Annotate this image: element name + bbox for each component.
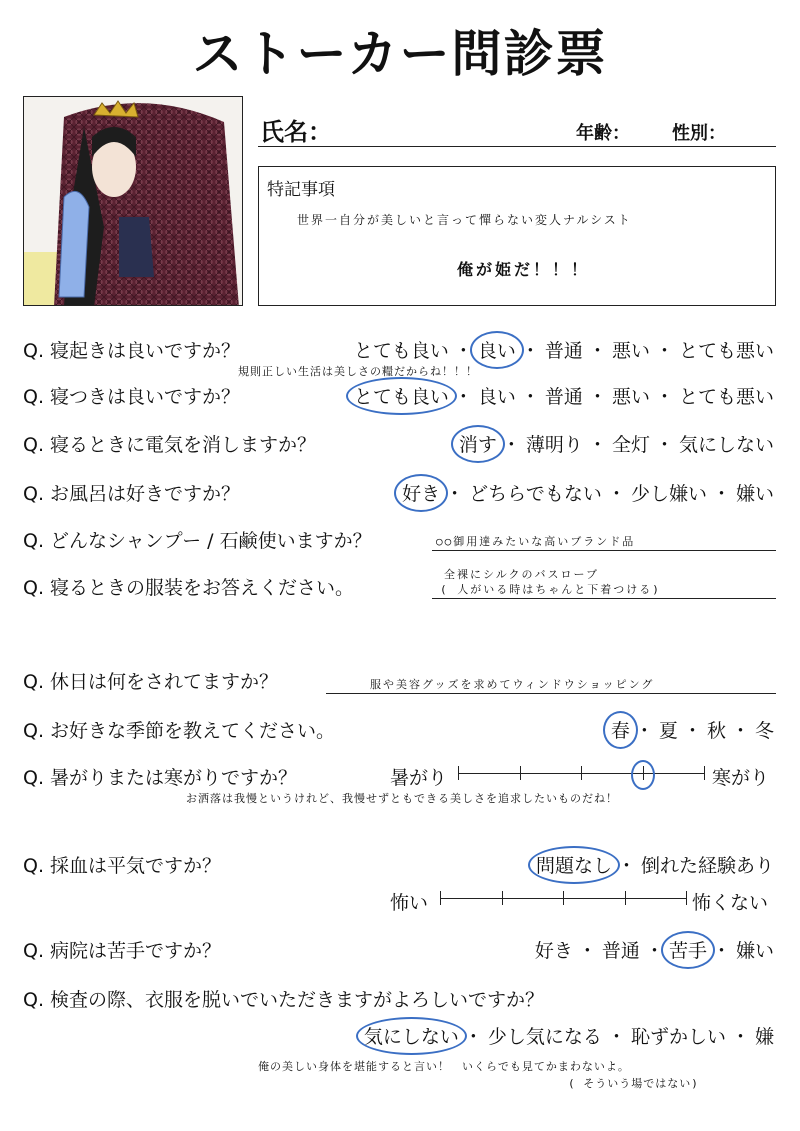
option-lights-1[interactable]: 消す [457, 430, 499, 457]
option-undress-3[interactable]: 恥ずかしい [630, 1026, 726, 1048]
option-wakeup-4[interactable]: 悪い [611, 340, 650, 362]
options-undress: 気にしない ・ 少し気になる ・ 恥ずかしい ・ 嫌 [362, 1022, 776, 1049]
scale-fear[interactable] [440, 889, 686, 907]
option-undress-2[interactable]: 少し気になる [487, 1026, 602, 1048]
option-bath-2[interactable]: どちらでもない [469, 483, 602, 505]
scale-heat-left-label: 暑がり [390, 767, 448, 789]
question-lights: Q. 寝るときに電気を消しますか？ [23, 434, 317, 456]
scale-heat-right-label: 寒がり [712, 767, 770, 789]
answer-sleepwear-1[interactable]: 全裸にシルクのバスローブ [444, 568, 599, 581]
name-underline [258, 146, 776, 147]
special-notes-line1: 世界一自分が美しいと言って憚らない変人ナルシスト [297, 213, 632, 227]
special-notes-title: 特記事項 [267, 180, 335, 200]
option-season-2[interactable]: 夏 [658, 720, 678, 742]
option-sleep-onset-3[interactable]: 普通 [544, 386, 583, 408]
scale-heat-cold[interactable] [458, 764, 704, 782]
question-wakeup: Q. 寝起きは良いですか？ [23, 340, 241, 362]
option-sleep-onset-4[interactable]: 悪い [611, 386, 650, 408]
options-hospital: 好き ・ 普通 ・ 苦手 ・ 嫌い [533, 936, 776, 963]
note-wakeup: 規則正しい生活は美しさの糧だからね！！！ [238, 365, 478, 378]
option-season-1[interactable]: 春 [609, 716, 632, 743]
option-hospital-4[interactable]: 嫌い [735, 940, 774, 962]
option-sleep-onset-5[interactable]: とても悪い [678, 386, 774, 408]
option-hospital-1[interactable]: 好き [534, 940, 573, 962]
option-bath-3[interactable]: 少し嫌い [630, 483, 707, 505]
option-sleep-onset-2[interactable]: 良い [477, 386, 516, 408]
option-undress-1[interactable]: 気にしない [362, 1022, 461, 1049]
question-shampoo: Q. どんなシャンプー / 石鹸使いますか？ [23, 530, 372, 552]
question-heat-cold: Q. 暑がりまたは寒がりですか？ [23, 767, 298, 789]
character-portrait [23, 96, 243, 306]
options-season: 春 ・ 夏 ・ 秋 ・ 冬 [609, 716, 776, 743]
option-blood-draw-2[interactable]: 倒れた経験あり [640, 855, 774, 877]
option-sleep-onset-1[interactable]: とても良い [352, 382, 451, 409]
scale-fear-left-label: 怖い [390, 892, 429, 914]
option-lights-4[interactable]: 気にしない [678, 434, 774, 456]
option-hospital-2[interactable]: 普通 [601, 940, 640, 962]
option-hospital-3[interactable]: 苦手 [667, 936, 709, 963]
option-lights-3[interactable]: 全灯 [611, 434, 650, 456]
page-title: ストーカー問診票 [192, 25, 608, 83]
question-undress: Q. 検査の際、衣服を脱いでいただきますがよろしいですか？ [23, 989, 545, 1011]
option-wakeup-5[interactable]: とても悪い [678, 340, 774, 362]
question-blood-draw: Q. 採血は平気ですか？ [23, 855, 222, 877]
option-wakeup-2[interactable]: 良い [476, 336, 518, 363]
options-wakeup: とても良い ・ 良い ・ 普通 ・ 悪い ・ とても悪い [352, 336, 776, 363]
question-sleep-onset: Q. 寝つきは良いですか？ [23, 386, 241, 408]
question-hospital: Q. 病院は苦手ですか？ [23, 940, 222, 962]
scale-fear-right-label: 怖くない [692, 892, 769, 914]
note-heat-cold: お洒落は我慢というけれど、我慢せずともできる美しさを追求したいものだね！ [186, 792, 618, 805]
option-lights-2[interactable]: 薄明り [525, 434, 583, 456]
answer-line-holiday [326, 693, 776, 694]
scale-heat-cold-mark[interactable] [631, 760, 655, 790]
option-bath-1[interactable]: 好き [400, 479, 442, 506]
question-sleepwear: Q. 寝るときの服装をお答えください。 [23, 577, 355, 599]
special-notes-line2: 俺が姫だ！！！ [457, 260, 591, 279]
options-blood-draw: 問題なし ・ 倒れた経験あり [534, 851, 776, 878]
options-bath: 好き ・ どちらでもない ・ 少し嫌い ・ 嫌い [400, 479, 776, 506]
special-notes-box [258, 166, 776, 306]
gender-label: 性別： [672, 123, 726, 144]
name-label: 氏名： [260, 118, 332, 146]
option-bath-4[interactable]: 嫌い [735, 483, 774, 505]
question-season: Q. お好きな季節を教えてください。 [23, 720, 336, 742]
option-wakeup-3[interactable]: 普通 [544, 340, 583, 362]
option-blood-draw-1[interactable]: 問題なし [534, 851, 614, 878]
answer-line-sleepwear [432, 598, 776, 599]
question-bath: Q. お風呂は好きですか？ [23, 483, 241, 505]
note-undress-1: 俺の美しい身体を堪能すると言い！ いくらでも見てかまわないよ。 [258, 1060, 630, 1073]
age-label: 年齢： [576, 123, 630, 144]
answer-line-shampoo [432, 550, 776, 551]
options-lights: 消す ・ 薄明り ・ 全灯 ・ 気にしない [457, 430, 776, 457]
option-season-3[interactable]: 秋 [706, 720, 726, 742]
options-sleep-onset: とても良い ・ 良い ・ 普通 ・ 悪い ・ とても悪い [352, 382, 776, 409]
answer-holiday[interactable]: 服や美容グッズを求めてウィンドウショッピング [370, 678, 655, 691]
answer-shampoo[interactable]: ○○御用達みたいな高いブランド品 [436, 535, 636, 548]
note-undress-2: ( そういう場ではない) [568, 1077, 699, 1090]
answer-sleepwear-2[interactable]: ( 人がいる時はちゃんと下着つける) [440, 583, 661, 596]
option-season-4[interactable]: 冬 [754, 720, 774, 742]
option-wakeup-1[interactable]: とても良い [353, 340, 449, 362]
option-undress-4[interactable]: 嫌 [754, 1026, 774, 1048]
question-holiday: Q. 休日は何をされてますか？ [23, 671, 279, 693]
